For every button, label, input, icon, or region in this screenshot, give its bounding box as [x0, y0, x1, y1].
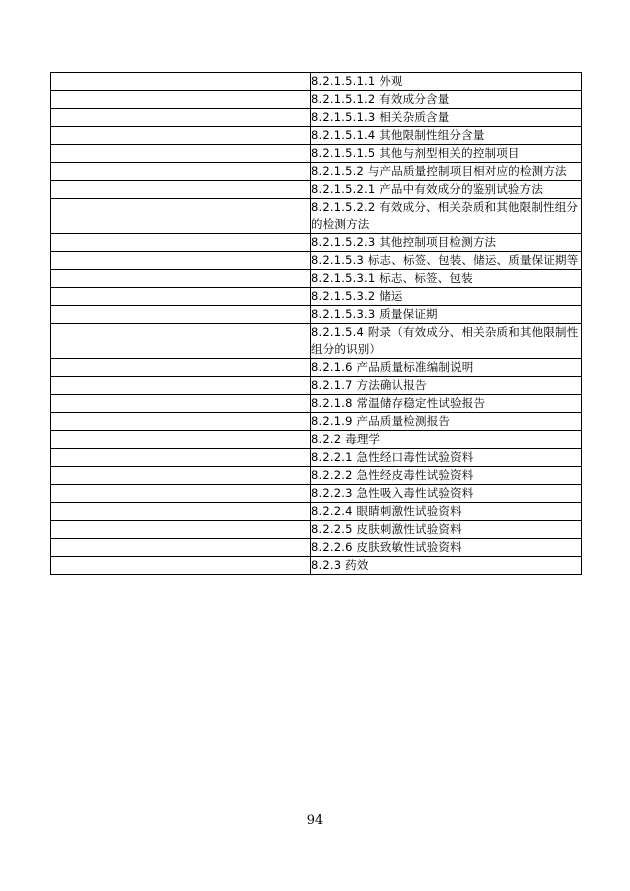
- row-item-text: 8.2.2 毒理学: [311, 431, 582, 449]
- row-label-cell: [51, 181, 311, 199]
- row-label-cell: [51, 377, 311, 395]
- row-label-cell: [51, 109, 311, 127]
- row-item-text: 8.2.1.9 产品质量检测报告: [311, 413, 582, 431]
- row-item-text: 8.2.3 药效: [311, 557, 582, 575]
- row-item-text: 8.2.1.5.1.5 其他与剂型相关的控制项目: [311, 145, 582, 163]
- table-row: [51, 324, 582, 359]
- row-item-text: 8.2.2.4 眼睛刺激性试验资料: [311, 503, 582, 521]
- table-row: [51, 431, 582, 449]
- row-item-text: 8.2.2.6 皮肤致敏性试验资料: [311, 539, 582, 557]
- table-row: [51, 199, 582, 234]
- table-row: [51, 270, 582, 288]
- table-row: [51, 109, 582, 127]
- row-item-text: 8.2.2.1 急性经口毒性试验资料: [311, 449, 582, 467]
- table-row: [51, 252, 582, 270]
- row-item-text: 8.2.1.8 常温储存稳定性试验报告: [311, 395, 582, 413]
- table-row: [51, 359, 582, 377]
- row-item-text: 8.2.1.5.2.2 有效成分、相关杂质和其他限制性组分的检测方法: [311, 199, 582, 234]
- row-label-cell: [51, 503, 311, 521]
- table-row: [51, 306, 582, 324]
- table-row: [51, 73, 582, 91]
- table-row: [51, 91, 582, 109]
- table-row: [51, 413, 582, 431]
- row-item-text: 8.2.2.5 皮肤刺激性试验资料: [311, 521, 582, 539]
- row-item-text: 8.2.2.2 急性经皮毒性试验资料: [311, 467, 582, 485]
- table-row: [51, 395, 582, 413]
- table-row: [51, 127, 582, 145]
- table-body: [51, 73, 582, 575]
- table-row: [51, 485, 582, 503]
- row-label-cell: [51, 395, 311, 413]
- row-item-text: 8.2.1.5.3.1 标志、标签、包装: [311, 270, 582, 288]
- row-label-cell: [51, 431, 311, 449]
- row-label-cell: [51, 127, 311, 145]
- row-item-text: 8.2.1.5.3.3 质量保证期: [311, 306, 582, 324]
- row-item-text: 8.2.1.5.4 附录（有效成分、相关杂质和其他限制性组分的识别）: [311, 324, 582, 359]
- row-label-cell: [51, 306, 311, 324]
- row-label-cell: [51, 163, 311, 181]
- row-label-cell: [51, 539, 311, 557]
- row-label-cell: [51, 449, 311, 467]
- row-item-text: 8.2.2.3 急性吸入毒性试验资料: [311, 485, 582, 503]
- row-item-text: 8.2.1.5.2.3 其他控制项目检测方法: [311, 234, 582, 252]
- table-row: [51, 234, 582, 252]
- row-label-cell: [51, 288, 311, 306]
- row-label-cell: [51, 467, 311, 485]
- row-item-text: 8.2.1.5.3.2 储运: [311, 288, 582, 306]
- row-item-text: 8.2.1.5.1.4 其他限制性组分含量: [311, 127, 582, 145]
- row-item-text: 8.2.1.5.1.3 相关杂质含量: [311, 109, 582, 127]
- row-label-cell: [51, 485, 311, 503]
- row-label-cell: [51, 413, 311, 431]
- row-label-cell: [51, 252, 311, 270]
- row-label-cell: [51, 73, 311, 91]
- row-label-cell: [51, 91, 311, 109]
- table-row: [51, 163, 582, 181]
- row-item-text: 8.2.1.7 方法确认报告: [311, 377, 582, 395]
- row-label-cell: [51, 199, 311, 234]
- row-label-cell: [51, 234, 311, 252]
- row-item-text: 8.2.1.5.1.1 外观: [311, 73, 582, 91]
- table-row: [51, 503, 582, 521]
- row-item-text: 8.2.1.5.1.2 有效成分含量: [311, 91, 582, 109]
- table-row: [51, 557, 582, 575]
- row-label-cell: [51, 270, 311, 288]
- table-row: [51, 377, 582, 395]
- row-label-cell: [51, 145, 311, 163]
- table-row: [51, 145, 582, 163]
- document-table: [50, 72, 582, 575]
- table-row: [51, 449, 582, 467]
- row-item-text: 8.2.1.5.2 与产品质量控制项目相对应的检测方法: [311, 163, 582, 181]
- table-row: [51, 521, 582, 539]
- row-label-cell: [51, 324, 311, 359]
- row-item-text: 8.2.1.5.2.1 产品中有效成分的鉴别试验方法: [311, 181, 582, 199]
- table-row: [51, 539, 582, 557]
- row-item-text: 8.2.1.5.3 标志、标签、包装、储运、质量保证期等: [311, 252, 582, 270]
- row-label-cell: [51, 521, 311, 539]
- table-row: [51, 288, 582, 306]
- page-number: 94: [306, 813, 324, 828]
- row-label-cell: [51, 359, 311, 377]
- table-row: [51, 467, 582, 485]
- row-item-text: 8.2.1.6 产品质量标准编制说明: [311, 359, 582, 377]
- table-row: [51, 181, 582, 199]
- row-label-cell: [51, 557, 311, 575]
